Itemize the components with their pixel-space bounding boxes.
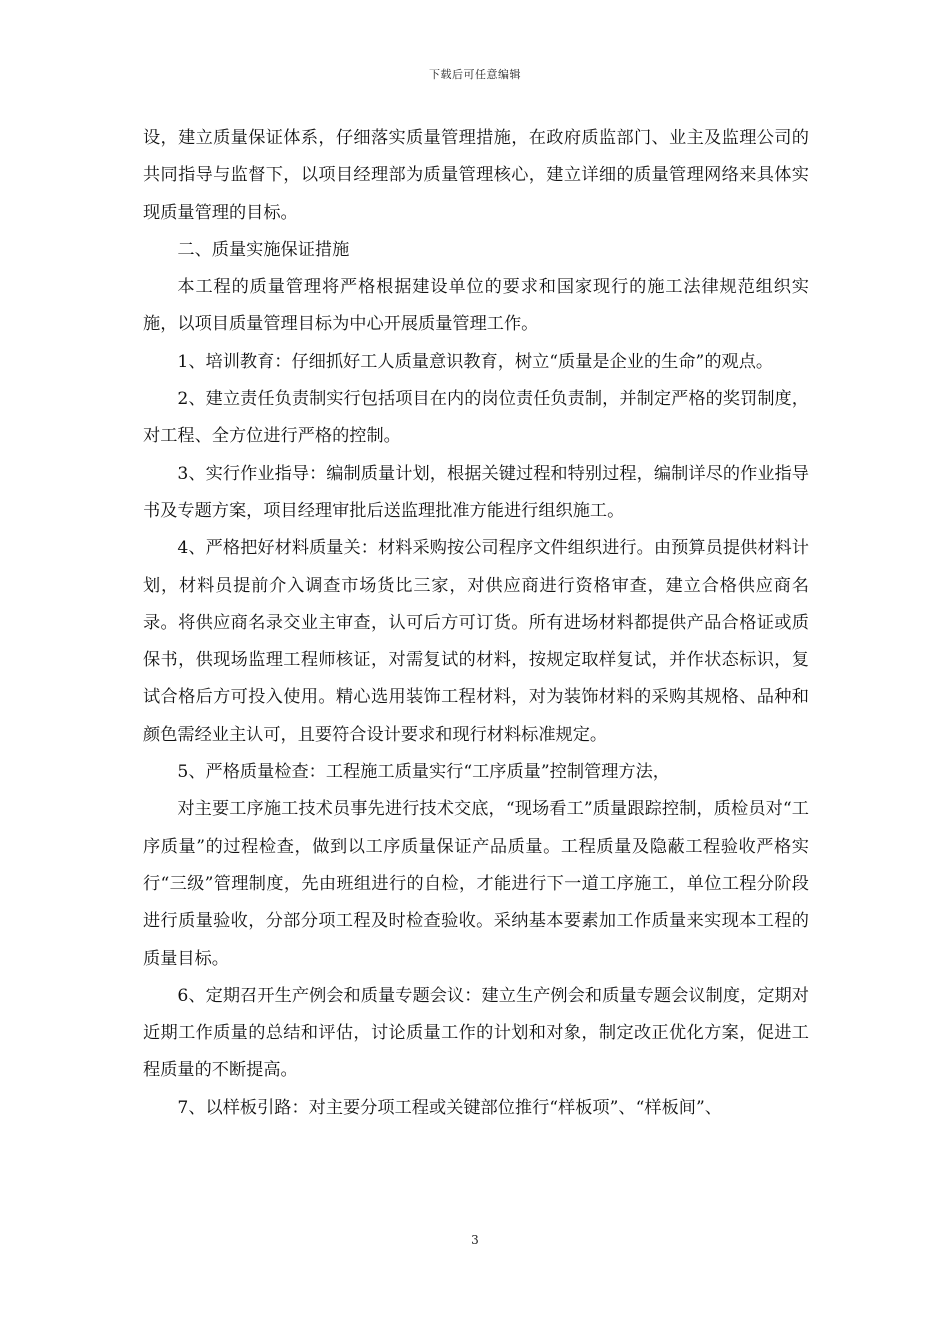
document-body	[143, 120, 809, 1127]
paragraph: 对主要工序施工技术员事先进行技术交底，“现场看工”质量跟踪控制，质检员对“工序质量”的过程检查，做到以工序质量保证产品质量。工程质量及隐蔽工程验收严格实行“三级”管理制度，先由班组进行的自检，才能进行下一道工序施工，单位工程分阶段进行质量验收，分部分项工程及时检查验收。采纳基本要素加工作质量来实现本工程的质量目标。	[143, 799, 809, 969]
list-item: 5、严格质量检查：工程施工质量实行“工序质量”控制管理方法，	[177, 762, 670, 783]
paragraph: 本工程的质量管理将严格根据建设单位的要求和国家现行的施工法律规范组织实施，以项目质量管理目标为中心开展质量管理工作。	[143, 277, 809, 335]
list-item: 3、实行作业指导：编制质量计划，根据关键过程和特别过程，编制详尽的作业指导书及专题方案，项目经理审批后送监理批准方能进行组织施工。	[143, 463, 809, 521]
list-item: 7、以样板引路：对主要分项工程或关键部位推行“样板项”、“样板间”、	[177, 1097, 722, 1118]
page-number: 3	[471, 1233, 479, 1247]
page-header: 下载后可任意编辑	[429, 68, 521, 81]
list-item: 1、培训教育：仔细抓好工人质量意识教育，树立“质量是企业的生命”的观点。	[177, 351, 774, 372]
list-item: 4、严格把好材料质量关：材料采购按公司程序文件组织进行。由预算员提供材料计划，材料员提前介入调查市场货比三家，对供应商进行资格审查，建立合格供应商名录。将供应商名录交业主审查，认可后方可订货。所有进场材料都提供产品合格证或质保书，供现场监理工程师核证，对需复试的材料，按规定取样复试，并作状态标识，复试合格后方可投入使用。精心选用装饰工程材料，对为装饰材料的采购其规格、品种和颜色需经业主认可，且要符合设计要求和现行材料标准规定。	[143, 538, 809, 745]
section-heading: 二、质量实施保证措施	[177, 239, 350, 260]
list-item: 6、定期召开生产例会和质量专题会议：建立生产例会和质量专题会议制度，定期对近期工作质量的总结和评估，讨论质量工作的计划和对象，制定改正优化方案，促进工程质量的不断提高。	[143, 985, 809, 1081]
list-item: 2、建立责任负责制实行包括项目在内的岗位责任负责制，并制定严格的奖罚制度，对工程、全方位进行严格的控制。	[143, 389, 809, 447]
paragraph: 设，建立质量保证体系，仔细落实质量管理措施，在政府质监部门、业主及监理公司的共同指导与监督下，以项目经理部为质量管理核心，建立详细的质量管理网络来具体实现质量管理的目标。	[143, 128, 809, 223]
